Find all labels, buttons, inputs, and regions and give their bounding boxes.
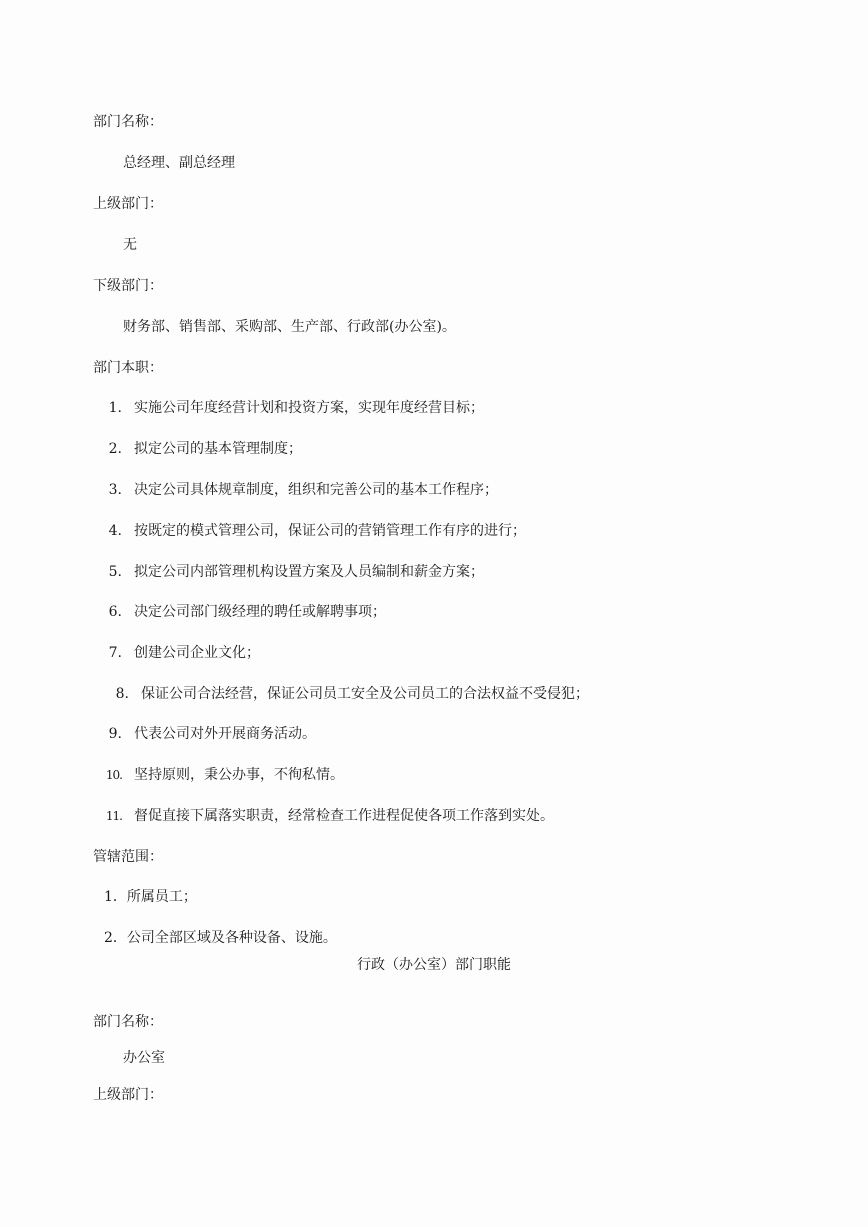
superior-dept-label: 上级部门： — [93, 196, 163, 212]
scope-item — [104, 888, 197, 906]
scope-label: 管辖范围： — [93, 849, 163, 865]
subordinate-dept-label: 下级部门： — [93, 278, 163, 294]
duty-number: 6. — [108, 604, 122, 620]
duty-text: 拟定公司内部管理机构设置方案及人员编制和薪金方案； — [134, 564, 484, 580]
scope-item — [104, 929, 337, 947]
duty-text: 代表公司对外开展商务活动。 — [134, 726, 316, 742]
duty-item — [100, 481, 498, 499]
duty-text: 决定公司部门级经理的聘任或解聘事项； — [134, 604, 386, 620]
scope-text: 公司全部区域及各种设备、设施。 — [126, 930, 337, 946]
duty-number: 8. — [115, 686, 129, 702]
duty-text: 督促直接下属落实职责，经常检查工作进程促使各项工作落到实处。 — [134, 808, 554, 824]
superior-dept-value: 无 — [123, 237, 137, 253]
duty-text: 决定公司具体规章制度，组织和完善公司的基本工作程序； — [134, 482, 498, 498]
dept-name-label-2: 部门名称： — [93, 1014, 163, 1030]
duty-text: 创建公司企业文化； — [134, 645, 260, 661]
duty-number: 3. — [108, 482, 122, 498]
scope-number: 2． — [104, 930, 127, 946]
duty-item — [100, 522, 526, 540]
duty-item — [100, 440, 302, 458]
dept-name-value: 总经理、副总经理 — [123, 155, 235, 171]
duty-item — [100, 766, 344, 784]
duty-number: 4. — [108, 523, 122, 539]
scope-number: 1． — [104, 889, 127, 905]
duty-item — [100, 725, 316, 743]
duty-number: 11. — [105, 809, 122, 823]
scope-text: 所属员工； — [126, 889, 197, 905]
duty-item — [100, 563, 484, 581]
dept-name-label: 部门名称： — [93, 114, 163, 130]
duty-text: 按既定的模式管理公司，保证公司的营销管理工作有序的进行； — [134, 523, 526, 539]
duty-item — [107, 685, 589, 703]
duty-item — [100, 807, 554, 825]
duties-label: 部门本职： — [93, 360, 163, 376]
duty-number: 1. — [108, 400, 122, 416]
duty-number: 5. — [108, 564, 122, 580]
section-title: 行政（办公室）部门职能 — [357, 957, 511, 973]
duty-number: 10. — [105, 768, 122, 782]
duty-item — [100, 399, 484, 417]
duty-text: 实施公司年度经营计划和投资方案，实现年度经营目标； — [134, 400, 484, 416]
duty-text: 坚持原则，秉公办事，不徇私情。 — [134, 767, 344, 783]
duty-text: 拟定公司的基本管理制度； — [134, 441, 302, 457]
subordinate-dept-value: 财务部、销售部、采购部、生产部、行政部(办公室)。 — [123, 319, 456, 335]
duty-text: 保证公司合法经营，保证公司员工安全及公司员工的合法权益不受侵犯； — [141, 686, 589, 702]
duty-number: 9. — [108, 726, 122, 742]
duty-number: 7. — [108, 645, 122, 661]
dept-name-value-2: 办公室 — [123, 1050, 165, 1066]
duty-item — [100, 644, 260, 662]
duty-number: 2. — [108, 441, 122, 457]
superior-dept-label-2: 上级部门： — [93, 1087, 163, 1103]
duty-item — [100, 603, 386, 621]
